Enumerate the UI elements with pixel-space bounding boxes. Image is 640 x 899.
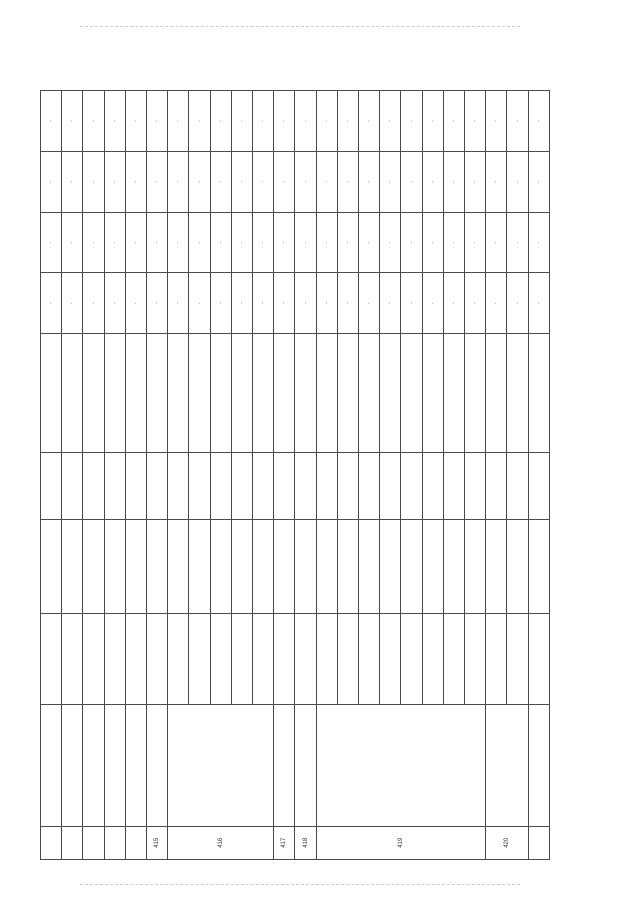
backup-point-cell bbox=[380, 334, 401, 453]
backup-point-cell bbox=[507, 334, 528, 453]
supply-point-cell bbox=[507, 519, 528, 613]
empty-cell: - bbox=[422, 91, 443, 152]
supply-point-cell bbox=[422, 519, 443, 613]
supply-point-cell bbox=[147, 519, 168, 613]
backup-point-cell bbox=[147, 334, 168, 453]
empty-cell: - bbox=[104, 273, 125, 334]
empty-cell: - bbox=[337, 91, 358, 152]
empty-cell: - bbox=[274, 151, 295, 212]
empty-cell: - bbox=[465, 151, 486, 212]
empty-cell: - bbox=[380, 273, 401, 334]
backup-point-cell bbox=[62, 334, 83, 453]
table-row bbox=[168, 91, 189, 860]
empty-cell: - bbox=[253, 151, 274, 212]
status-cell bbox=[274, 452, 295, 519]
empty-cell: - bbox=[147, 212, 168, 273]
backup-point-cell bbox=[359, 334, 380, 453]
empty-cell: - bbox=[41, 273, 62, 334]
empty-cell: - bbox=[125, 151, 146, 212]
supply-point-cell bbox=[41, 519, 62, 613]
organization-cell bbox=[125, 705, 146, 827]
status-cell bbox=[316, 452, 337, 519]
empty-cell: - bbox=[210, 212, 231, 273]
empty-cell: - bbox=[253, 273, 274, 334]
organization-cell bbox=[41, 705, 62, 827]
object-address-cell bbox=[401, 613, 422, 704]
row-number-cell bbox=[125, 826, 146, 859]
empty-cell: - bbox=[422, 151, 443, 212]
empty-cell: - bbox=[337, 273, 358, 334]
row-number-cell bbox=[528, 826, 549, 859]
empty-cell: - bbox=[316, 273, 337, 334]
row-number-cell: 419 bbox=[316, 826, 486, 859]
empty-cell: - bbox=[359, 91, 380, 152]
empty-cell: - bbox=[486, 151, 507, 212]
row-number-cell: 417 bbox=[274, 826, 295, 859]
row-number-cell bbox=[83, 826, 104, 859]
table-row bbox=[295, 91, 316, 860]
empty-cell: - bbox=[443, 273, 464, 334]
empty-cell: - bbox=[295, 212, 316, 273]
status-cell bbox=[380, 452, 401, 519]
empty-cell: - bbox=[41, 91, 62, 152]
object-address-cell bbox=[316, 613, 337, 704]
backup-point-cell bbox=[295, 334, 316, 453]
backup-point-cell bbox=[486, 334, 507, 453]
object-address-cell bbox=[422, 613, 443, 704]
backup-point-cell bbox=[274, 334, 295, 453]
supply-point-cell bbox=[380, 519, 401, 613]
empty-cell: - bbox=[401, 212, 422, 273]
empty-cell: - bbox=[422, 273, 443, 334]
empty-cell: - bbox=[168, 91, 189, 152]
table-row bbox=[83, 91, 104, 860]
supply-point-cell bbox=[316, 519, 337, 613]
status-cell bbox=[253, 452, 274, 519]
object-address-cell bbox=[486, 613, 507, 704]
status-cell bbox=[401, 452, 422, 519]
backup-point-cell bbox=[253, 334, 274, 453]
empty-cell: - bbox=[104, 151, 125, 212]
supply-point-cell bbox=[528, 519, 549, 613]
supply-point-cell bbox=[486, 519, 507, 613]
object-address-cell bbox=[528, 613, 549, 704]
empty-cell: - bbox=[443, 91, 464, 152]
backup-point-cell bbox=[443, 334, 464, 453]
organization-cell bbox=[104, 705, 125, 827]
backup-point-cell bbox=[401, 334, 422, 453]
empty-cell: - bbox=[295, 91, 316, 152]
status-cell bbox=[422, 452, 443, 519]
empty-cell: - bbox=[41, 151, 62, 212]
empty-cell: - bbox=[316, 151, 337, 212]
row-number-cell: 416 bbox=[168, 826, 274, 859]
empty-cell: - bbox=[147, 91, 168, 152]
table-row bbox=[125, 91, 146, 860]
empty-cell: - bbox=[528, 212, 549, 273]
object-address-cell bbox=[337, 613, 358, 704]
empty-cell: - bbox=[41, 212, 62, 273]
backup-point-cell bbox=[104, 334, 125, 453]
page-top-dashes bbox=[80, 26, 520, 27]
empty-cell: - bbox=[443, 151, 464, 212]
status-cell bbox=[359, 452, 380, 519]
rotated-page bbox=[40, 90, 550, 860]
empty-cell: - bbox=[210, 151, 231, 212]
empty-cell: - bbox=[104, 212, 125, 273]
status-cell bbox=[125, 452, 146, 519]
object-address-cell bbox=[62, 613, 83, 704]
organization-cell bbox=[295, 705, 316, 827]
row-number-cell bbox=[104, 826, 125, 859]
empty-cell: - bbox=[359, 151, 380, 212]
object-address-cell bbox=[210, 613, 231, 704]
row-number-cell bbox=[41, 826, 62, 859]
empty-cell: - bbox=[231, 212, 252, 273]
object-address-cell bbox=[83, 613, 104, 704]
backup-point-cell bbox=[125, 334, 146, 453]
supply-point-cell bbox=[104, 519, 125, 613]
empty-cell: - bbox=[380, 212, 401, 273]
object-address-cell bbox=[231, 613, 252, 704]
empty-cell: - bbox=[359, 212, 380, 273]
status-cell bbox=[189, 452, 210, 519]
status-cell bbox=[486, 452, 507, 519]
supply-point-cell bbox=[337, 519, 358, 613]
empty-cell: - bbox=[507, 91, 528, 152]
table-row bbox=[62, 91, 83, 860]
status-cell bbox=[210, 452, 231, 519]
empty-cell: - bbox=[125, 212, 146, 273]
empty-cell: - bbox=[231, 151, 252, 212]
row-number-cell: 420 bbox=[486, 826, 528, 859]
backup-point-cell bbox=[465, 334, 486, 453]
backup-point-cell bbox=[41, 334, 62, 453]
empty-cell: - bbox=[189, 91, 210, 152]
row-number-cell: 418 bbox=[295, 826, 316, 859]
supply-point-cell bbox=[401, 519, 422, 613]
empty-cell: - bbox=[528, 151, 549, 212]
supply-point-cell bbox=[210, 519, 231, 613]
organization-cell bbox=[274, 705, 295, 827]
object-address-cell bbox=[359, 613, 380, 704]
object-address-cell bbox=[41, 613, 62, 704]
supply-point-cell bbox=[189, 519, 210, 613]
empty-cell: - bbox=[189, 273, 210, 334]
table-row bbox=[147, 91, 168, 860]
empty-cell: - bbox=[401, 151, 422, 212]
organization-cell bbox=[528, 705, 549, 827]
empty-cell: - bbox=[486, 212, 507, 273]
object-address-cell bbox=[295, 613, 316, 704]
empty-cell: - bbox=[401, 273, 422, 334]
organization-cell bbox=[168, 705, 274, 827]
empty-cell: - bbox=[83, 151, 104, 212]
object-address-cell bbox=[253, 613, 274, 704]
empty-cell: - bbox=[274, 212, 295, 273]
empty-cell: - bbox=[443, 212, 464, 273]
empty-cell: - bbox=[486, 273, 507, 334]
table-row bbox=[41, 91, 62, 860]
backup-point-cell bbox=[316, 334, 337, 453]
empty-cell: - bbox=[295, 273, 316, 334]
supply-point-cell bbox=[465, 519, 486, 613]
status-cell bbox=[147, 452, 168, 519]
empty-cell: - bbox=[62, 91, 83, 152]
supply-point-cell bbox=[231, 519, 252, 613]
empty-cell: - bbox=[337, 212, 358, 273]
empty-cell: - bbox=[253, 212, 274, 273]
object-address-cell bbox=[168, 613, 189, 704]
empty-cell: - bbox=[507, 273, 528, 334]
table-row bbox=[274, 91, 295, 860]
supply-point-cell bbox=[83, 519, 104, 613]
empty-cell: - bbox=[168, 212, 189, 273]
backup-point-cell bbox=[189, 334, 210, 453]
empty-cell: - bbox=[401, 91, 422, 152]
organization-cell bbox=[62, 705, 83, 827]
status-cell bbox=[337, 452, 358, 519]
empty-cell: - bbox=[465, 91, 486, 152]
empty-cell: - bbox=[168, 273, 189, 334]
empty-cell: - bbox=[168, 151, 189, 212]
object-address-cell bbox=[274, 613, 295, 704]
empty-cell: - bbox=[210, 91, 231, 152]
status-cell bbox=[104, 452, 125, 519]
supply-point-cell bbox=[125, 519, 146, 613]
object-address-cell bbox=[507, 613, 528, 704]
empty-cell: - bbox=[486, 91, 507, 152]
empty-cell: - bbox=[337, 151, 358, 212]
empty-cell: - bbox=[380, 91, 401, 152]
empty-cell: - bbox=[380, 151, 401, 212]
row-number-cell: 415 bbox=[147, 826, 168, 859]
empty-cell: - bbox=[295, 151, 316, 212]
empty-cell: - bbox=[507, 212, 528, 273]
object-address-cell bbox=[380, 613, 401, 704]
empty-cell: - bbox=[231, 91, 252, 152]
empty-cell: - bbox=[83, 212, 104, 273]
backup-point-cell bbox=[528, 334, 549, 453]
backup-point-cell bbox=[83, 334, 104, 453]
organization-cell bbox=[316, 705, 486, 827]
organization-cell bbox=[83, 705, 104, 827]
object-address-cell bbox=[125, 613, 146, 704]
object-address-cell bbox=[104, 613, 125, 704]
object-address-cell bbox=[147, 613, 168, 704]
status-cell bbox=[295, 452, 316, 519]
supply-point-cell bbox=[359, 519, 380, 613]
empty-cell: - bbox=[507, 151, 528, 212]
empty-cell: - bbox=[528, 91, 549, 152]
empty-cell: - bbox=[253, 91, 274, 152]
table-row bbox=[104, 91, 125, 860]
organization-cell bbox=[147, 705, 168, 827]
empty-cell: - bbox=[465, 212, 486, 273]
empty-cell: - bbox=[210, 273, 231, 334]
supply-point-cell bbox=[62, 519, 83, 613]
table-row bbox=[486, 91, 507, 860]
organization-cell bbox=[486, 705, 528, 827]
backup-point-cell bbox=[168, 334, 189, 453]
table-row bbox=[528, 91, 549, 860]
status-cell bbox=[168, 452, 189, 519]
empty-cell: - bbox=[125, 273, 146, 334]
supply-point-cell bbox=[253, 519, 274, 613]
empty-cell: - bbox=[62, 273, 83, 334]
empty-cell: - bbox=[274, 273, 295, 334]
object-address-cell bbox=[465, 613, 486, 704]
status-cell bbox=[443, 452, 464, 519]
empty-cell: - bbox=[83, 273, 104, 334]
status-cell bbox=[528, 452, 549, 519]
empty-cell: - bbox=[274, 91, 295, 152]
status-cell bbox=[465, 452, 486, 519]
empty-cell: - bbox=[189, 212, 210, 273]
backup-point-cell bbox=[422, 334, 443, 453]
supply-point-cell bbox=[443, 519, 464, 613]
status-cell bbox=[41, 452, 62, 519]
empty-cell: - bbox=[147, 273, 168, 334]
empty-cell: - bbox=[189, 151, 210, 212]
empty-cell: - bbox=[422, 212, 443, 273]
empty-cell: - bbox=[231, 273, 252, 334]
empty-cell: - bbox=[465, 273, 486, 334]
backup-point-cell bbox=[231, 334, 252, 453]
empty-cell: - bbox=[62, 212, 83, 273]
row-number-cell bbox=[62, 826, 83, 859]
supply-point-cell bbox=[274, 519, 295, 613]
empty-cell: - bbox=[316, 212, 337, 273]
empty-cell: - bbox=[125, 91, 146, 152]
status-cell bbox=[507, 452, 528, 519]
supply-point-cell bbox=[168, 519, 189, 613]
empty-cell: - bbox=[62, 151, 83, 212]
register-table bbox=[40, 90, 550, 860]
supply-point-cell bbox=[295, 519, 316, 613]
status-cell bbox=[83, 452, 104, 519]
backup-point-cell bbox=[210, 334, 231, 453]
empty-cell: - bbox=[528, 273, 549, 334]
object-address-cell bbox=[443, 613, 464, 704]
object-address-cell bbox=[189, 613, 210, 704]
empty-cell: - bbox=[316, 91, 337, 152]
status-cell bbox=[62, 452, 83, 519]
page-bottom-dashes bbox=[80, 884, 520, 885]
status-cell bbox=[231, 452, 252, 519]
empty-cell: - bbox=[147, 151, 168, 212]
empty-cell: - bbox=[83, 91, 104, 152]
empty-cell: - bbox=[104, 91, 125, 152]
backup-point-cell bbox=[337, 334, 358, 453]
table-row bbox=[316, 91, 337, 860]
empty-cell: - bbox=[359, 273, 380, 334]
